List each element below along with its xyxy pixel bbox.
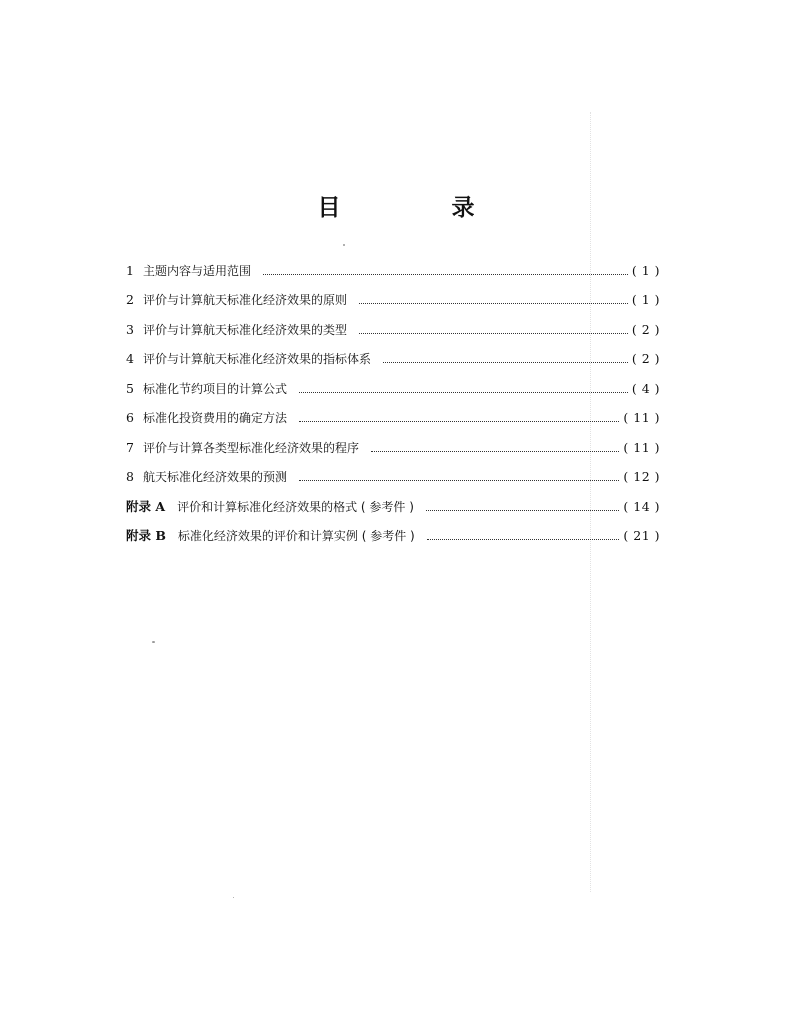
- toc-entry[interactable]: [126, 315, 660, 345]
- scan-speck: [152, 641, 155, 643]
- toc-entry-number: 附录 B: [126, 528, 166, 543]
- toc-leader-dots: [371, 450, 619, 452]
- toc-entry-number: 2: [126, 292, 134, 307]
- toc-entry-label: 标准化节约项目的计算公式: [142, 381, 287, 396]
- toc-entry-appendix-a[interactable]: [126, 492, 660, 522]
- toc-entry-number: 附录 A: [126, 498, 166, 514]
- toc-entry-page: ( 11 ): [623, 439, 660, 455]
- toc-leader-dots: [263, 273, 628, 275]
- toc-entry-page: ( 1 ): [631, 262, 660, 278]
- toc-leader-dots: [359, 302, 628, 304]
- toc-leader-dots: [383, 361, 628, 363]
- toc-entry-label: 评价与计算航天标准化经济效果的类型: [142, 322, 347, 337]
- toc-entry-label: 评价与计算各类型标准化经济效果的程序: [142, 440, 359, 455]
- toc-entry[interactable]: [126, 286, 660, 316]
- toc-entry-label: 标准化投资费用的确定方法: [142, 411, 287, 426]
- scan-speck: [233, 897, 234, 898]
- toc-entry-label: 评价与计算航天标准化经济效果的指标体系: [142, 352, 371, 367]
- toc-entry-label: 标准化经济效果的评价和计算实例 ( 参考件 ): [177, 529, 415, 544]
- toc-entry-number: 7: [126, 439, 134, 455]
- toc-entry-label: 评价和计算标准化经济效果的格式 ( 参考件 ): [177, 499, 414, 514]
- toc-entry[interactable]: [126, 256, 660, 286]
- toc-leader-dots: [426, 509, 620, 511]
- toc-entry-page: ( 11 ): [623, 410, 660, 425]
- toc-entry-label: 评价与计算航天标准化经济效果的原则: [142, 293, 347, 308]
- toc-leader-dots: [299, 391, 628, 393]
- toc-entry[interactable]: [126, 404, 660, 434]
- toc-entry-label: 主题内容与适用范围: [142, 263, 251, 278]
- toc-entry-number: 8: [126, 469, 134, 484]
- toc-entry-page: ( 1 ): [631, 292, 660, 307]
- toc-entry-number: 3: [126, 321, 134, 337]
- toc-entry-number: 4: [126, 351, 134, 366]
- toc-entry-page: ( 2 ): [631, 321, 660, 337]
- toc-entry[interactable]: [126, 345, 660, 375]
- toc-entry[interactable]: [126, 433, 660, 463]
- toc-entry-number: 1: [126, 262, 134, 278]
- toc-entry-page: ( 21 ): [623, 528, 660, 543]
- toc-entry-page: ( 12 ): [623, 469, 660, 484]
- table-of-contents: [126, 256, 660, 551]
- scan-speck: [343, 244, 345, 246]
- toc-leader-dots: [299, 479, 619, 481]
- toc-entry-number: 5: [126, 380, 134, 396]
- toc-entry-label: 航天标准化经济效果的预测: [142, 470, 287, 485]
- toc-entry-page: ( 14 ): [623, 498, 660, 514]
- toc-entry-page: ( 4 ): [631, 380, 660, 396]
- toc-entry-page: ( 2 ): [631, 351, 660, 366]
- toc-entry-appendix-b[interactable]: [126, 522, 660, 552]
- toc-leader-dots: [359, 332, 628, 334]
- toc-entry[interactable]: [126, 374, 660, 404]
- page-title: 目 录: [317, 195, 519, 222]
- toc-entry[interactable]: [126, 463, 660, 493]
- toc-entry-number: 6: [126, 410, 134, 425]
- toc-leader-dots: [299, 420, 619, 422]
- toc-leader-dots: [427, 538, 620, 540]
